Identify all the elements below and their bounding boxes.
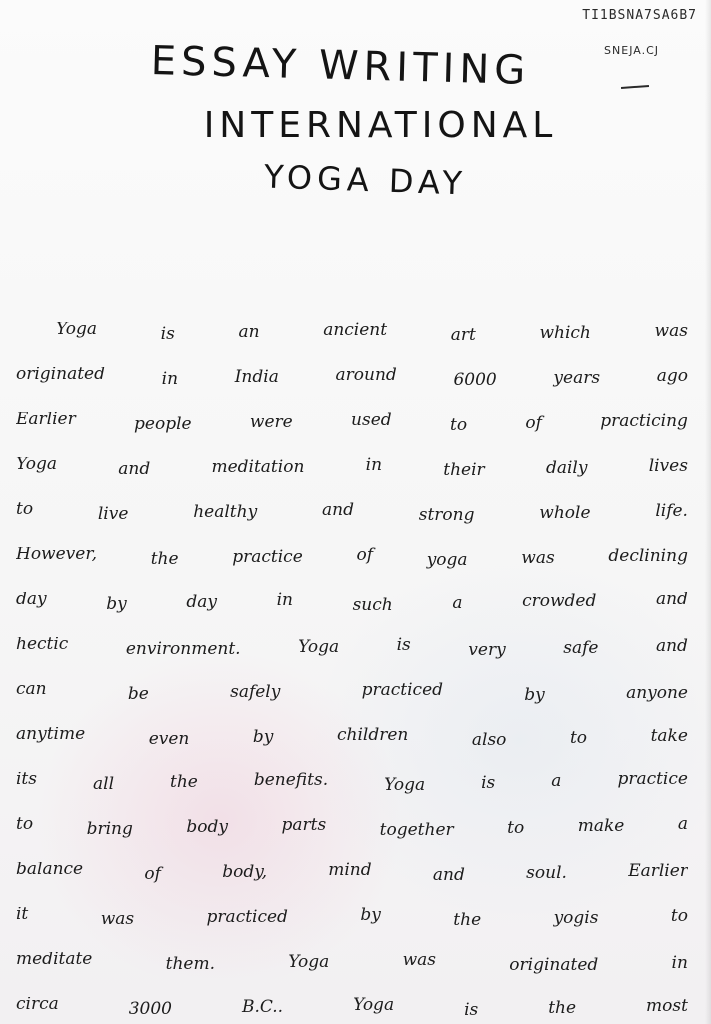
essay-word: and — [118, 459, 151, 479]
essay-word: live — [97, 504, 129, 524]
essay-word: their — [443, 460, 485, 480]
essay-word: yoga — [426, 550, 468, 570]
essay-word: environment. — [125, 639, 241, 659]
essay-word: was — [654, 322, 688, 341]
essay-word: which — [539, 323, 591, 343]
title-line-3: YOGA DAY — [263, 157, 468, 203]
essay-line — [16, 322, 688, 367]
essay-word: declining — [608, 547, 688, 566]
essay-word: originated — [509, 955, 599, 975]
essay-word: anyone — [626, 683, 688, 703]
essay-word: very — [468, 640, 506, 660]
essay-word: can — [16, 682, 47, 699]
essay-word: is — [396, 637, 411, 655]
essay-word: to — [449, 415, 468, 435]
essay-word: the — [150, 549, 179, 569]
essay-word: a — [452, 593, 463, 613]
essay-word: in — [671, 953, 688, 973]
essay-word: parts — [281, 817, 327, 835]
essay-word: safe — [563, 638, 599, 658]
essay-word: of — [144, 864, 161, 884]
essay-word: together — [379, 820, 454, 840]
essay-word: Yoga — [288, 952, 330, 972]
essay-word: in — [276, 592, 293, 610]
essay-word: such — [352, 595, 393, 615]
essay-line — [16, 367, 688, 412]
essay-word: soul. — [526, 863, 567, 883]
essay-word: the — [548, 998, 577, 1018]
essay-word: healthy — [193, 502, 258, 522]
essay-word: a — [551, 772, 562, 791]
essay-word: day — [16, 592, 47, 609]
essay-word: Yoga — [353, 997, 395, 1015]
essay-word: anytime — [16, 727, 86, 744]
essay-word: B.C.. — [241, 997, 284, 1017]
essay-line — [16, 682, 688, 727]
author-name: SNEJA.CJ — [604, 44, 659, 57]
essay-word: of — [356, 547, 373, 565]
essay-line — [16, 727, 688, 772]
essay-word: by — [524, 685, 545, 705]
essay-word: an — [238, 322, 260, 342]
essay-line — [16, 862, 688, 907]
essay-word: However, — [16, 547, 97, 564]
essay-word: used — [351, 412, 392, 430]
essay-word: Earlier — [16, 412, 76, 429]
essay-word: to — [507, 818, 525, 838]
essay-word: all — [93, 774, 115, 794]
essay-word: 3000 — [128, 999, 172, 1019]
essay-word: meditate — [16, 952, 93, 969]
essay-word: was — [521, 548, 555, 568]
essay-word: by — [360, 907, 381, 925]
essay-word: yogis — [553, 908, 599, 928]
essay-word: the — [170, 772, 198, 792]
essay-word: body, — [222, 862, 267, 882]
essay-word: is — [481, 773, 496, 793]
essay-word: art — [450, 325, 476, 345]
essay-word: balance — [16, 862, 84, 879]
essay-word: and — [655, 637, 688, 656]
essay-line — [16, 502, 688, 547]
essay-word: to — [16, 817, 34, 834]
essay-word: make — [577, 817, 625, 836]
reference-number: TI1BSNA7SA6B7 — [582, 8, 697, 23]
essay-word: its — [16, 772, 37, 789]
essay-word: is — [464, 1000, 479, 1020]
essay-body — [16, 322, 688, 1024]
essay-word: around — [335, 367, 397, 385]
essay-word: practice — [232, 547, 303, 567]
essay-word: it — [16, 907, 29, 924]
essay-word: to — [16, 502, 34, 519]
essay-word: take — [650, 727, 688, 746]
essay-line — [16, 952, 688, 997]
essay-word: originated — [16, 367, 105, 384]
essay-word: be — [127, 684, 149, 704]
essay-word: lives — [648, 457, 688, 476]
essay-word: years — [553, 368, 601, 388]
essay-word: practiced — [206, 907, 288, 927]
essay-word: and — [655, 592, 688, 609]
essay-word: life. — [655, 502, 688, 521]
essay-word: safely — [230, 682, 281, 702]
essay-word: body — [186, 817, 228, 837]
essay-word: most — [646, 997, 688, 1016]
title-line-1: ESSAY WRITING — [150, 38, 531, 94]
essay-word: Earlier — [628, 862, 688, 881]
essay-word: bring — [86, 819, 133, 839]
essay-word: crowded — [522, 592, 597, 611]
essay-line — [16, 817, 688, 862]
essay-word: Yoga — [56, 322, 97, 339]
essay-word: people — [134, 414, 192, 434]
essay-word: hectic — [16, 637, 69, 654]
essay-word: and — [432, 865, 465, 885]
essay-word: strong — [418, 505, 475, 525]
essay-word: in — [161, 369, 179, 389]
essay-word: circa — [16, 997, 59, 1014]
essay-word: day — [186, 592, 217, 612]
essay-line — [16, 907, 688, 952]
essay-line — [16, 592, 688, 637]
essay-word: mind — [328, 862, 372, 880]
essay-word: practicing — [600, 412, 688, 431]
essay-word: India — [234, 367, 279, 387]
essay-word: was — [402, 952, 436, 970]
essay-word: Yoga — [298, 637, 340, 657]
essay-line — [16, 547, 688, 592]
essay-line — [16, 997, 688, 1024]
essay-word: and — [321, 502, 354, 520]
essay-word: was — [100, 909, 135, 929]
essay-word: benefits. — [253, 772, 329, 790]
essay-word: the — [453, 910, 482, 930]
essay-word: a — [677, 817, 688, 834]
essay-line — [16, 412, 688, 457]
essay-line — [16, 457, 688, 502]
essay-word: to — [670, 907, 688, 926]
essay-word: children — [336, 727, 409, 745]
essay-word: to — [569, 728, 588, 748]
essay-word: practice — [617, 772, 688, 789]
title-line-2: INTERNATIONAL — [203, 105, 558, 146]
essay-word: ancient — [323, 322, 388, 340]
essay-word: in — [365, 457, 383, 475]
essay-title — [0, 38, 711, 203]
essay-word: even — [148, 729, 190, 749]
essay-word: them. — [165, 954, 216, 974]
essay-line — [16, 637, 688, 682]
essay-word: ago — [656, 367, 688, 386]
essay-word: Yoga — [384, 775, 426, 795]
essay-word: also — [471, 730, 507, 750]
essay-word: Yoga — [16, 457, 57, 474]
essay-word: whole — [539, 503, 591, 523]
essay-word: meditation — [211, 457, 305, 477]
essay-line — [16, 772, 688, 817]
essay-word: 6000 — [453, 370, 497, 390]
essay-word: daily — [545, 458, 588, 478]
essay-word: by — [252, 727, 274, 747]
essay-word: of — [525, 413, 542, 433]
essay-word: by — [106, 594, 127, 614]
essay-word: were — [249, 412, 293, 432]
essay-word: practiced — [361, 682, 444, 700]
essay-word: is — [160, 324, 175, 344]
